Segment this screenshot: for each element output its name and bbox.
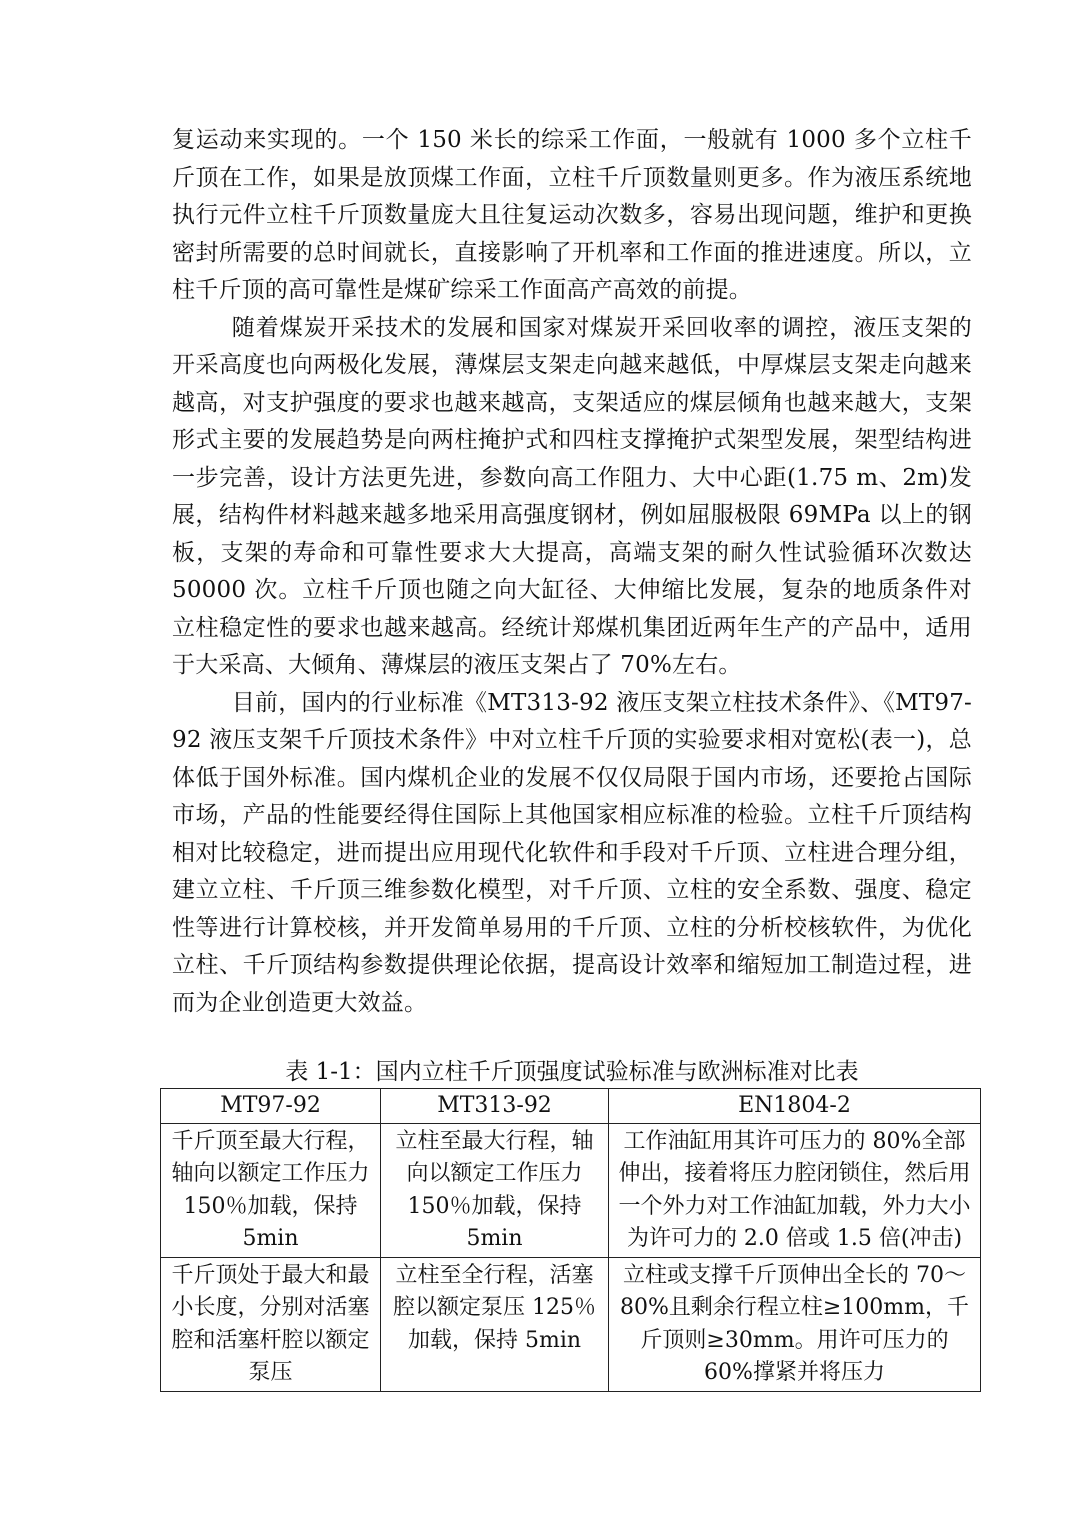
column-header-mt313: MT313-92 bbox=[381, 1089, 609, 1124]
table-cell: 立柱或支撑千斤顶伸出全长的 70～80%且剩余行程立柱≥100mm，千斤顶则≥30mm。用许可压力的 60%撑紧并将压力 bbox=[609, 1257, 981, 1391]
table-cell: 立柱至全行程，活塞腔以额定泵压 125％加载，保持 5min bbox=[381, 1257, 609, 1391]
column-header-mt97: MT97-92 bbox=[161, 1089, 381, 1124]
table-cell: 千斤顶至最大行程，轴向以额定工作压力 150％加载，保持 5min bbox=[161, 1123, 381, 1257]
table-cell: 工作油缸用其许可压力的 80%全部伸出，接着将压力腔闭锁住，然后用一个外力对工作油缸加载，外力大小为许可力的 2.0 倍或 1.5 倍(冲击) bbox=[609, 1123, 981, 1257]
paragraph-2: 随着煤炭开采技术的发展和国家对煤炭开采回收率的调控，液压支架的开采高度也向两极化发展，薄煤层支架走向越来越低，中厚煤层支架走向越来越高，对支护强度的要求也越来越高，支架适应的煤层倾角也越来越大，支架形式主要的发展趋势是向两柱掩护式和四柱支撑掩护式架型发展，架型结构进一步完善，设计方法更先进，参数向高工作阻力、大中心距(1.75 m、2m)发展，结构件材料越来越多地采用高强度钢材，例如屈服极限 69MPa 以上的钢板，支架的寿命和可靠性要求大大提高，高端支架的耐久性试验循环次数达 50000 次。立柱千斤顶也随之向大缸径、大伸缩比发展，复杂的地质条件对立柱稳定性的要求也越来越高。经统计郑煤机集团近两年生产的产品中，适用于大采高、大倾角、薄煤层的液压支架占了 70%左右。 bbox=[172, 314, 972, 678]
table-cell: 千斤顶处于最大和最小长度，分别对活塞腔和活塞杆腔以额定泵压 bbox=[161, 1257, 381, 1391]
comparison-table bbox=[160, 1088, 981, 1392]
table-caption: 表 1-1：国内立柱千斤顶强度试验标准与欧洲标准对比表 bbox=[285, 1059, 859, 1085]
table-row bbox=[161, 1257, 981, 1391]
column-header-en1804: EN1804-2 bbox=[609, 1089, 981, 1124]
paragraph-3: 目前，国内的行业标准《MT313-92 液压支架立柱技术条件》、《MT97-92 液压支架千斤顶技术条件》中对立柱千斤顶的实验要求相对宽松(表一)，总体低于国外标准。国内煤机企业的发展不仅仅局限于国内市场，还要抢占国际市场，产品的性能要经得住国际上其他国家相应标准的检验。立柱千斤顶结构相对比较稳定，进而提出应用现代化软件和手段对千斤顶、立柱进合理分组，建立立柱、千斤顶三维参数化模型，对千斤顶、立柱的安全系数、强度、稳定性等进行计算校核，并开发简单易用的千斤顶、立柱的分析校核软件，为优化立柱、千斤顶结构参数提供理论依据，提高设计效率和缩短加工制造过程，进而为企业创造更大效益。 bbox=[172, 689, 972, 1016]
table-header-row bbox=[161, 1089, 981, 1124]
paragraph-1: 复运动来实现的。一个 150 米长的综采工作面，一般就有 1000 多个立柱千斤顶在工作，如果是放顶煤工作面，立柱千斤顶数量则更多。作为液压系统地执行元件立柱千斤顶数量庞大且往复运动次数多，容易出现问题，维护和更换密封所需要的总时间就长，直接影响了开机率和工作面的推进速度。所以，立柱千斤顶的高可靠性是煤矿综采工作面高产高效的前提。 bbox=[172, 127, 972, 303]
table-cell: 立柱至最大行程，轴向以额定工作压力 150％加载，保持 5min bbox=[381, 1123, 609, 1257]
body-text bbox=[172, 122, 972, 1022]
table-row bbox=[161, 1123, 981, 1257]
